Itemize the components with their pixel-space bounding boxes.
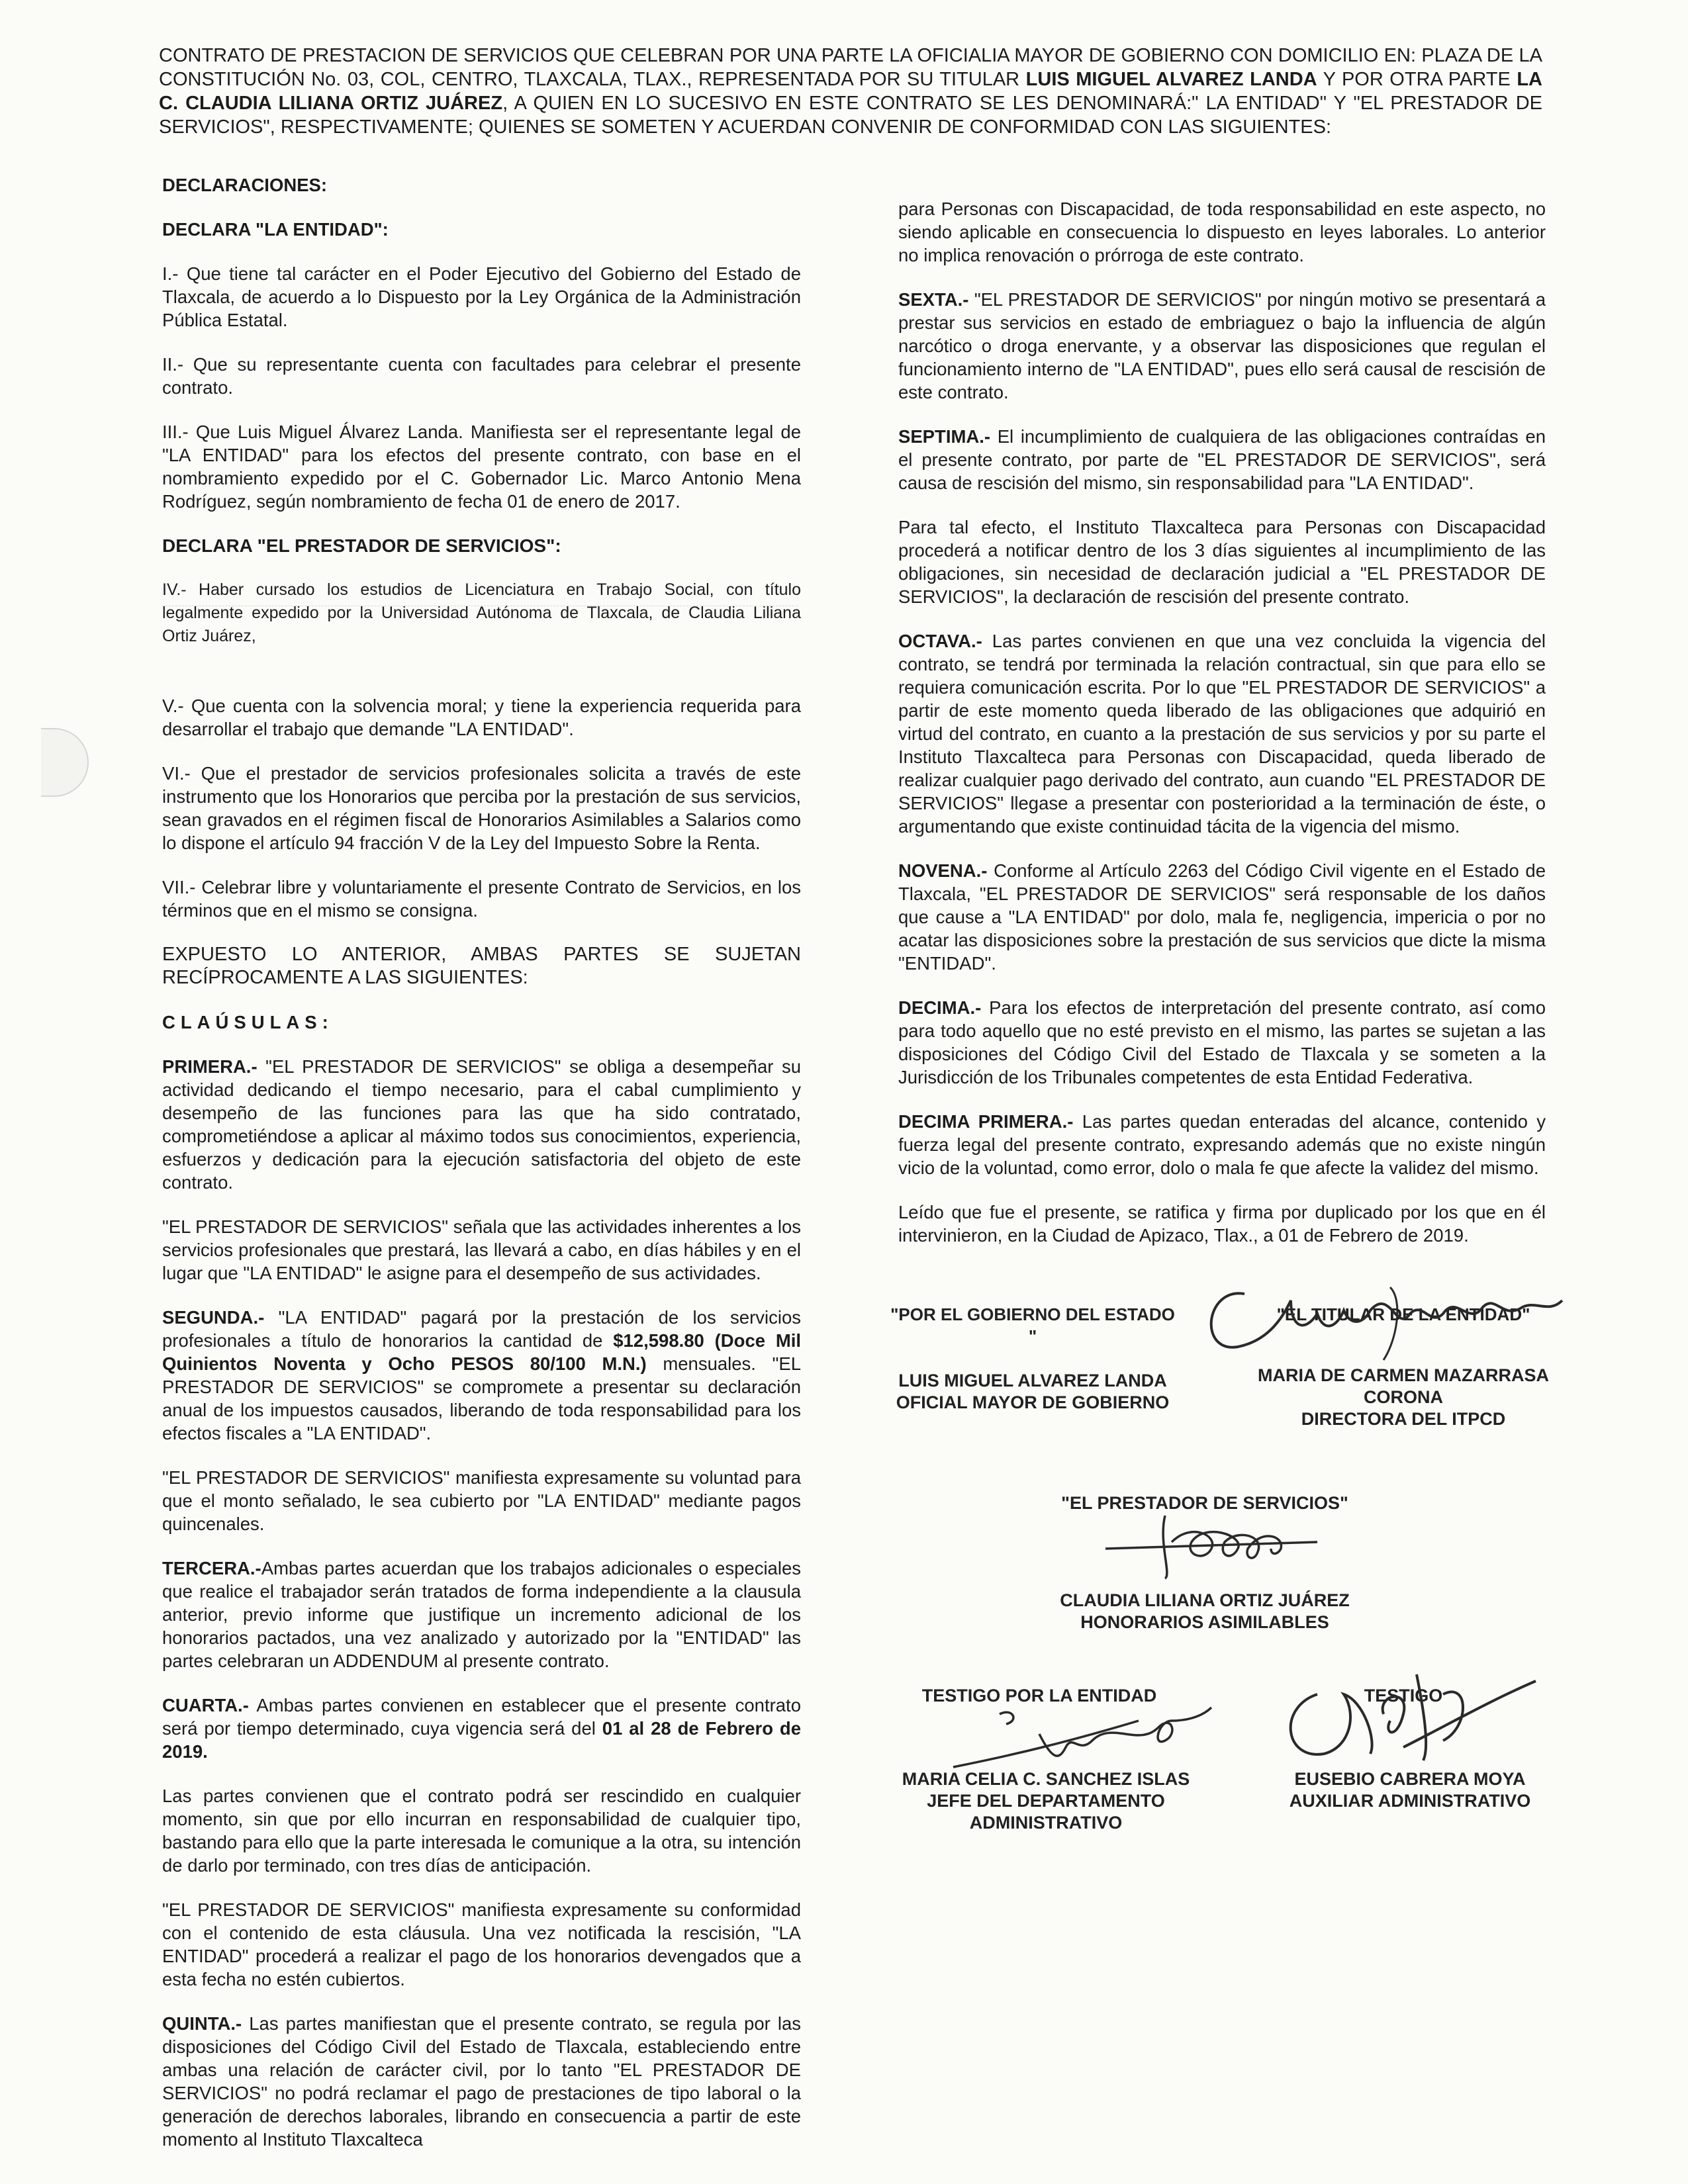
titular-signer-name: MARIA DE CARMEN MAZARRASA [1258, 1365, 1549, 1385]
testigo-entidad-title-2: ADMINISTRATIVO [969, 1813, 1123, 1833]
testigo-entidad-signer-block [874, 1768, 1218, 1834]
clause-label: DECIMA.- [898, 997, 982, 1018]
clause-text: Las partes manifiestan que el presente contrato, se regula por las disposiciones del Código Civil del Estado de Tlaxcala, estableciendo entre ambas una relación de carácter civil, por lo tanto "EL PRESTADOR DE SERVICIOS" no podrá reclamar el pago de prestaciones de tipo laboral o la generación de derechos laborales, librando en consecuencia a partir de este momento al Instituto Tlaxcalteca [162, 2013, 801, 2150]
declaration-vi: VI.- Que el prestador de servicios profesionales solicita a través de este instrumento que los Honorarios que perciba por la prestación de sus servicios, sean gravados en el régimen fiscal de Honorarios Asimilables a Salarios como lo dispone el artículo 94 fracción V de la Ley del Impuesto Sobre la Renta. [162, 763, 801, 853]
clause-quinta [162, 2012, 801, 2151]
contract-dates: 01 al 28 de Febrero de 2019. [162, 1718, 801, 1762]
prestador-signature-heading: "EL PRESTADOR DE SERVICIOS" [1061, 1493, 1348, 1513]
clause-text: mensuales. "EL PRESTADOR DE SERVICIOS" se compromete a presentar su declaración anual de los impuestos causados, liberando de toda responsabilidad para los efectos fiscales a "LA ENTIDAD". [162, 1353, 801, 1443]
titular-signer-name-2: CORONA [1364, 1387, 1443, 1407]
contract-preamble [159, 44, 1542, 139]
clause-label: DECIMA PRIMERA.- [898, 1111, 1074, 1132]
declara-entidad-heading: DECLARA "LA ENTIDAD": [162, 219, 389, 240]
clause-label: CUARTA.- [162, 1695, 249, 1715]
declaration-ii: II.- Que su representante cuenta con facultades para celebrar el presente contrato. [162, 354, 801, 398]
titular-handwritten-signature [1192, 1274, 1575, 1380]
testigo-entidad-title: JEFE DEL DEPARTAMENTO [927, 1791, 1165, 1811]
declaration-vii: VII.- Celebrar libre y voluntariamente el presente Contrato de Servicios, en los términos que en el mismo se consigna. [162, 877, 801, 921]
clause-decima-primera [898, 1110, 1546, 1179]
clause-tercera [162, 1557, 801, 1672]
clause-primera-2: "EL PRESTADOR DE SERVICIOS" señala que las actividades inherentes a los servicios profesionales que prestará, las llevará a cabo, en días hábiles y en el lugar que "LA ENTIDAD" le asigne para el desempeño de sus actividades. [162, 1216, 801, 1283]
preamble-text: , A QUIEN EN LO SUCESIVO EN ESTE CONTRATO SE LES DENOMINARÁ:" LA ENTIDAD" Y "EL PRESTADOR DE SERVICIOS", RESPECTIVAMENTE; QUIENES SE SOMETEN Y ACUERDAN CONVENIR DE CONFORMIDAD CON LAS SIGUIENTES: [159, 93, 1542, 138]
clause-text: Las partes convienen en que una vez concluida la vigencia del contrato, se tendrá por terminada la relación contractual, sin que para ello se requiera comunicación escrita. Por lo que "EL PRESTADOR DE SERVICIOS" a partir de este momento queda liberado de las obligaciones que adquirió en virtud del contrato, en cuanto a la prestación de sus servicios y por su parte el Instituto Tlaxcalteca para Personas con Discapacidad, queda liberado de realizar cualquier pago derivado del contrato, aun cuando "EL PRESTADOR DE SERVICIOS" llegase a presentar con posterioridad a la terminación de éste, o argumentando que existe continuidad tácita de la vigencia del mismo. [898, 631, 1546, 837]
clause-quinta-continued: para Personas con Discapacidad, de toda responsabilidad en este aspecto, no siendo aplicable en consecuencia lo dispuesto en leyes laborales. Lo anterior no implica renovación o prórroga de este contrato. [898, 199, 1546, 265]
clause-septima [898, 425, 1546, 494]
declara-prestador-heading: DECLARA "EL PRESTADOR DE SERVICIOS": [162, 535, 561, 556]
clause-text: El incumplimiento de cualquiera de las obligaciones contraídas en el presente contrato, por parte de "EL PRESTADOR DE SERVICIOS", será causa de rescisión del mismo, sin responsabilidad para "LA ENTIDAD". [898, 426, 1546, 493]
testigo-signer-block [1278, 1768, 1542, 1812]
clause-label: NOVENA.- [898, 860, 988, 881]
clause-label: SEGUNDA.- [162, 1307, 265, 1328]
declaration-v: V.- Que cuenta con la solvencia moral; y tiene la experiencia requerida para desarrollar el trabajo que demande "LA ENTIDAD". [162, 696, 801, 739]
prestador-signer-block [1033, 1590, 1377, 1633]
testigo-handwritten-signature [1271, 1655, 1549, 1774]
clause-text: Las partes quedan enteradas del alcance, contenido y fuerza legal del presente contrato, expresando además que no existe ningún vicio de la voluntad, como error, dolo o mala fe que afecte la validez del mismo. [898, 1111, 1546, 1178]
preamble-text: Y POR OTRA PARTE [1317, 69, 1517, 90]
clause-label: PRIMERA.- [162, 1056, 258, 1077]
clause-novena [898, 859, 1546, 975]
declaration-i: I.- Que tiene tal carácter en el Poder Ejecutivo del Gobierno del Estado de Tlaxcala, de acuerdo a lo Dispuesto por la Ley Orgánica de la Administración Pública Estatal. [162, 263, 801, 330]
clause-label: SEXTA.- [898, 289, 969, 310]
clause-septima-2: Para tal efecto, el Instituto Tlaxcalteca para Personas con Discapacidad procederá a notificar dentro de los 3 días siguientes al incumplimiento de las obligaciones, sin necesidad de declaración judicial a "EL PRESTADOR DE SERVICIOS", la declaración de rescisión del presente contrato. [898, 517, 1546, 607]
clause-decima [898, 996, 1546, 1089]
titular-signer-title: DIRECTORA DEL ITPCD [1301, 1409, 1506, 1429]
expuesto-paragraph: EXPUESTO LO ANTERIOR, AMBAS PARTES SE SUJETAN RECÍPROCAMENTE A LAS SIGUIENTES: [162, 944, 801, 988]
clause-segunda-2: "EL PRESTADOR DE SERVICIOS" manifiesta expresamente su voluntad para que el monto señalado, le sea cubierto por "LA ENTIDAD" mediante pagos quincenales. [162, 1467, 801, 1534]
clause-octava [898, 629, 1546, 838]
closing-statement: Leído que fue el presente, se ratifica y firma por duplicado por los que en él intervinieron, en la Ciudad de Apizaco, Tlax., a 01 de Febrero de 2019. [898, 1202, 1546, 1246]
clause-primera [162, 1055, 801, 1194]
testigo-entidad-heading: TESTIGO POR LA ENTIDAD [921, 1686, 1157, 1706]
clause-text: Ambas partes acuerdan que los trabajos adicionales o especiales que realice el trabajador serán tratados de forma independiente a la clausula anterior, previo informe que justifique un incremento adicional de los honorarios pactados, una vez analizado y autorizado por la "ENTIDAD" las partes celebraran un ADDENDUM al presente contrato. [162, 1558, 801, 1671]
prestador-signer-title: HONORARIOS ASIMILABLES [1080, 1612, 1329, 1632]
preamble-text: CONTRATO DE PRESTACION DE SERVICIOS QUE CELEBRAN POR UNA PARTE LA OFICIALIA MAYOR DE GOBIERNO CON DOMICILIO EN: PLAZA DE LA CONSTITUCIÓN No. 03, COL, CENTRO, TLAXCALA, TLAX., REPRESENTADA POR SU TITULAR [159, 45, 1542, 90]
clause-text: "EL PRESTADOR DE SERVICIOS" por ningún motivo se presentará a prestar sus servicios en estado de embriaguez o bajo la influencia de algún narcótico o droga enervante, y a observar las disposiciones que regulan el funcionamiento interno de "LA ENTIDAD", pues ello será causal de rescisión de este contrato. [898, 289, 1546, 402]
clause-label: TERCERA.- [162, 1558, 261, 1578]
clause-cuarta-3: "EL PRESTADOR DE SERVICIOS" manifiesta expresamente su conformidad con el contenido de esta cláusula. Una vez notificada la rescisión, "LA ENTIDAD" procederá a realizar el pago de los honorarios devengados que a esta fecha no estén cubiertos. [162, 1899, 801, 1989]
declaraciones-heading: DECLARACIONES: [162, 175, 328, 195]
testigo-title: AUXILIAR ADMINISTRATIVO [1289, 1791, 1531, 1811]
gobierno-signer-block [880, 1370, 1185, 1414]
clause-text: "EL PRESTADOR DE SERVICIOS" se obliga a desempeñar su actividad dedicando el tiempo necesario, para el cabal cumplimiento y desempeño de las funciones para las que ha sido contratado, comprometiéndose a aplicar al máximo todos sus conocimientos, experiencia, esfuerzos y dedicación para la ejecución satisfactoria del objeto de este contrato. [162, 1056, 801, 1193]
clause-text: Para los efectos de interpretación del presente contrato, así como para todo aquello que no esté previsto en el mismo, las partes se sujetan a las disposiciones del Código Civil del Estado de Tlaxcala y se someten a la Jurisdicción de los Tribunales competentes de esta Entidad Federativa. [898, 997, 1546, 1087]
clausulas-heading: CLAÚSULAS: [162, 1012, 334, 1032]
clause-text: Ambas partes convienen en establecer que el presente contrato será por tiempo determinado, cuya vigencia será del [162, 1695, 801, 1739]
right-column [898, 197, 1546, 1268]
clause-text: Conforme al Artículo 2263 del Código Civil vigente en el Estado de Tlaxcala, "EL PRESTADOR DE SERVICIOS" será responsable de los daños que cause a "LA ENTIDAD" por dolo, mala fe, negligencia, impericia o por no acatar las disposiciones sobre la prestación de sus servicios que dicte la misma "ENTIDAD". [898, 860, 1546, 974]
clause-text: "LA ENTIDAD" pagará por la prestación de los servicios profesionales a título de honorarios la cantidad de [162, 1307, 801, 1351]
left-column [162, 173, 801, 2172]
clause-label: QUINTA.- [162, 2013, 242, 2034]
testigo-heading: TESTIGO [1364, 1686, 1443, 1706]
clause-label: SEPTIMA.- [898, 426, 991, 447]
prestador-handwritten-signature [1092, 1502, 1331, 1582]
declaration-iv: IV.- Haber cursado los estudios de Licenciatura en Trabajo Social, con título legalmente expedido por la Universidad Autónoma de Tlaxcala, de Claudia Liliana Ortiz Juárez, [162, 580, 801, 645]
testigo-entidad-name: MARIA CELIA C. SANCHEZ ISLAS [902, 1769, 1190, 1789]
testigo-entidad-handwritten-signature [940, 1694, 1218, 1774]
clause-cuarta [162, 1694, 801, 1763]
prestador-signer-name: CLAUDIA LILIANA ORTIZ JUÁREZ [1060, 1590, 1350, 1610]
gobierno-signer-title: OFICIAL MAYOR DE GOBIERNO [896, 1392, 1170, 1412]
gobierno-signer-name: LUIS MIGUEL ALVAREZ LANDA [898, 1371, 1167, 1390]
punch-hole-mark [41, 728, 89, 797]
prestador-name: LA C. CLAUDIA LILIANA ORTIZ JUÁREZ [159, 69, 1542, 114]
titular-signature-heading: "EL TITULAR DE LA ENTIDAD" [1276, 1304, 1530, 1324]
clause-sexta [898, 288, 1546, 404]
clause-segunda [162, 1306, 801, 1445]
gobierno-signature-heading: "POR EL GOBIERNO DEL ESTADO " [890, 1304, 1175, 1346]
clause-cuarta-2: Las partes convienen que el contrato podrá ser rescindido en cualquier momento, sin que por ello incurran en responsabilidad de cualquier tipo, bastando para ello que la parte interesada le comunique a la otra, su intención de darlo por terminado, con tres días de anticipación. [162, 1786, 801, 1876]
testigo-name: EUSEBIO CABRERA MOYA [1294, 1769, 1526, 1789]
declaration-iii: III.- Que Luis Miguel Álvarez Landa. Manifiesta ser el representante legal de "LA ENTIDAD" para los efectos del presente contrato, con base en el nombramiento expedido por el C. Gobernador Lic. Marco Antonio Mena Rodríguez, según nombramiento de fecha 01 de enero de 2017. [162, 422, 801, 512]
clause-label: OCTAVA.- [898, 631, 982, 651]
titular-name: LUIS MIGUEL ALVAREZ LANDA [1025, 69, 1317, 90]
payment-amount: $12,598.80 (Doce Mil Quinientos Noventa y Ocho PESOS 80/100 M.N.) [162, 1330, 802, 1374]
